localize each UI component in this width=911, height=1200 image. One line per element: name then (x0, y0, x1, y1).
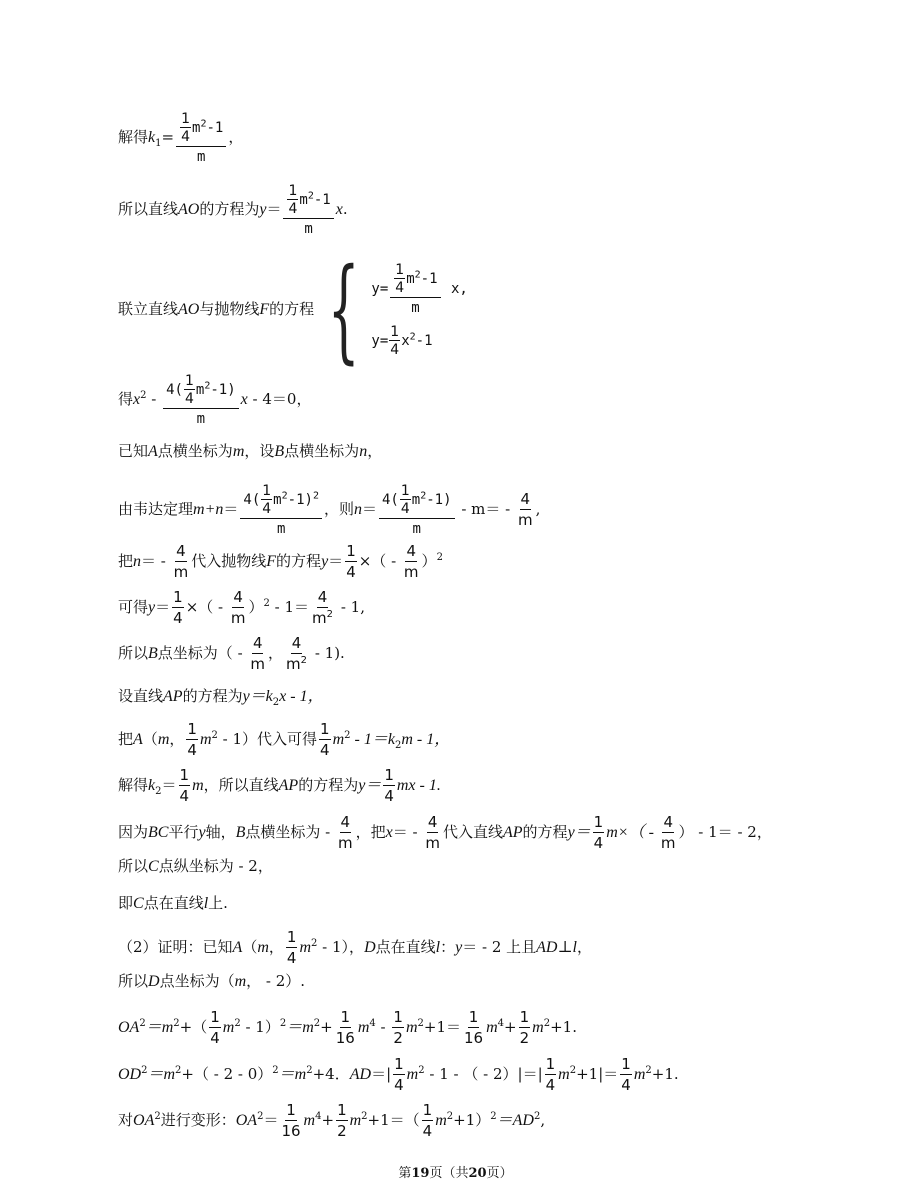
system-row-2: y= $\frac{1}{4}$ $x^2-1$ (371, 324, 433, 358)
line-c-on-l: 即C点在直线l上. (118, 894, 228, 912)
line-proof: （2）证明：已知A（m， $\frac{1}{4}$ $m^2 - 1$），D点在直线l：y＝ - 2 上且AD⊥l， (118, 928, 592, 967)
text: 所以直线 (118, 200, 179, 218)
line-k2: 解得$k_2=$ $\frac{1}{4}$ m，所以直线AP的方程为y＝ $\frac{1}{4}$ mx - 1. (118, 766, 441, 805)
line-d-coords: 所以D点坐标为（m， - 2）. (118, 972, 306, 990)
sup: 2 (200, 118, 207, 130)
line-quadratic: 得$x^2$ - 4( $\frac{1}{4}$ $m^2-1$) m x - 4＝0， (118, 373, 312, 427)
var: AO (178, 201, 200, 218)
den: m (304, 221, 313, 237)
m: m (299, 192, 308, 208)
n: 1 (181, 111, 190, 127)
tail: -1 (206, 120, 224, 136)
fraction-k1 (176, 112, 226, 164)
fraction-quad: 4( $\frac{1}{4}$ $m^2-1$) m (163, 374, 239, 426)
var: x (335, 201, 343, 218)
total-pages: 20 (468, 1166, 487, 1181)
line-vieta: 由韦达定理m+n＝ 4( $\frac{1}{4}$ $m^2-1)^2$ m ，则n＝ 4( $\frac{1}{4}$ $m^2-1$) m - m＝ - $\frac{4}{m}$ , (118, 483, 541, 537)
text: 得 (118, 390, 134, 408)
line-od2: $OD^2=m^2+( - 2 - 0)^2=m^2+4$．AD＝| $\frac{1}{4}$ $m^2 - 1$ - （ - 2）|＝| $\frac{1}{4}$ $m^2+1|=$ $\frac{1}{4}$ $m^2+1$. (118, 1055, 679, 1094)
footer-text: 页） (486, 1166, 513, 1181)
var: x (133, 391, 141, 408)
line-oa2: $OA^2=m^2+$（ $\frac{1}{4}$ $m^2 - 1)^2=m^2+$ $\frac{1}{16}$ $m^4$ - $\frac{1}{2}$ $m^2+1=$ $\frac{1}{16}$ $m^4+$ $\frac{1}{2}$ $m^2+1$. (118, 1008, 577, 1047)
footer-text: 页（共 (429, 1166, 469, 1181)
text: 解得 (118, 128, 149, 146)
end: . (342, 200, 348, 218)
var: y (259, 201, 267, 218)
line-known: 已知A点横坐标为m，设B点横坐标为n， (118, 442, 383, 460)
text: 的方程为 (199, 200, 260, 218)
n: 1 (288, 183, 298, 199)
footer-text: 第 (398, 1166, 412, 1181)
d: 4 (288, 201, 298, 217)
fraction-ao (283, 184, 333, 236)
sub: 1 (155, 138, 162, 149)
page-footer (0, 1162, 911, 1181)
sup: 2 (307, 190, 314, 202)
m: m (192, 120, 201, 136)
line-solve-k1 (118, 112, 243, 164)
eq: = (161, 128, 175, 146)
line-c-y: 所以C点纵坐标为 - 2， (118, 857, 273, 875)
line-transform: 对$OA^2$进行变形：$OA^2=$ $\frac{1}{16}$ $m^4+$ $\frac{1}{2}$ $m^2+1=$（ $\frac{1}{4}$ $m^2+1)^2=AD^2$, (118, 1101, 546, 1140)
current-page: 19 (411, 1166, 430, 1181)
text: 与抛物线 (199, 300, 260, 318)
var: AO (178, 301, 200, 318)
equation-system: { y= $\frac{1}{4}$ $m^2-1$ m x, y= $\frac{1}{4}$ $x^2-1$ (327, 245, 468, 375)
line-ap-eq: 设直线AP的方程为$y=k_2x - 1$， (118, 687, 324, 708)
sup: 2 (140, 390, 147, 401)
d: 4 (181, 129, 190, 145)
system-row-1: y= $\frac{1}{4}$ $m^2-1$ m x, (371, 262, 468, 316)
end: ， (228, 128, 244, 146)
line-result-y: 可得y＝ $\frac{1}{4}$ ×（ - $\frac{4}{m}$ ）$^2$ - 1＝ $\frac{4}{m^2}$ - 1, (118, 588, 365, 627)
line-bc-parallel: 因为BC平行y轴，B点横坐标为 - $\frac{4}{m}$ ，把x＝ - $\frac{4}{m}$ 代入直线AP的方程y＝ $\frac{1}{4}$ m×（ - $\frac{4}{m}$ ） - 1＝ - 2， (118, 813, 772, 852)
var: k (148, 129, 156, 146)
line-b-coords: 所以B点坐标为（ - $\frac{4}{m}$ ， $\frac{4}{m^2}$ - 1). (118, 634, 345, 673)
line-ao-equation: 所以直线AO的方程为y＝ $\frac{1}{4}$ $m^2-1$ m x. (118, 183, 348, 237)
text: 的方程 (269, 300, 315, 318)
tail: -1 (313, 192, 331, 208)
text: 联立直线 (118, 300, 179, 318)
line-system (118, 245, 468, 375)
var: F (259, 301, 270, 318)
line-substitute-n: 把n＝ - $\frac{4}{m}$ 代入抛物线F的方程y＝ $\frac{1}{4}$ ×（ - $\frac{4}{m}$ ）$^2$ (118, 542, 443, 581)
line-substitute-a: 把A（m， $\frac{1}{4}$ $m^2 - 1$）代入可得 $\frac{1}{4}$ $m^2 - 1=k_2m - 1$， (118, 720, 451, 759)
den: m (196, 149, 206, 165)
